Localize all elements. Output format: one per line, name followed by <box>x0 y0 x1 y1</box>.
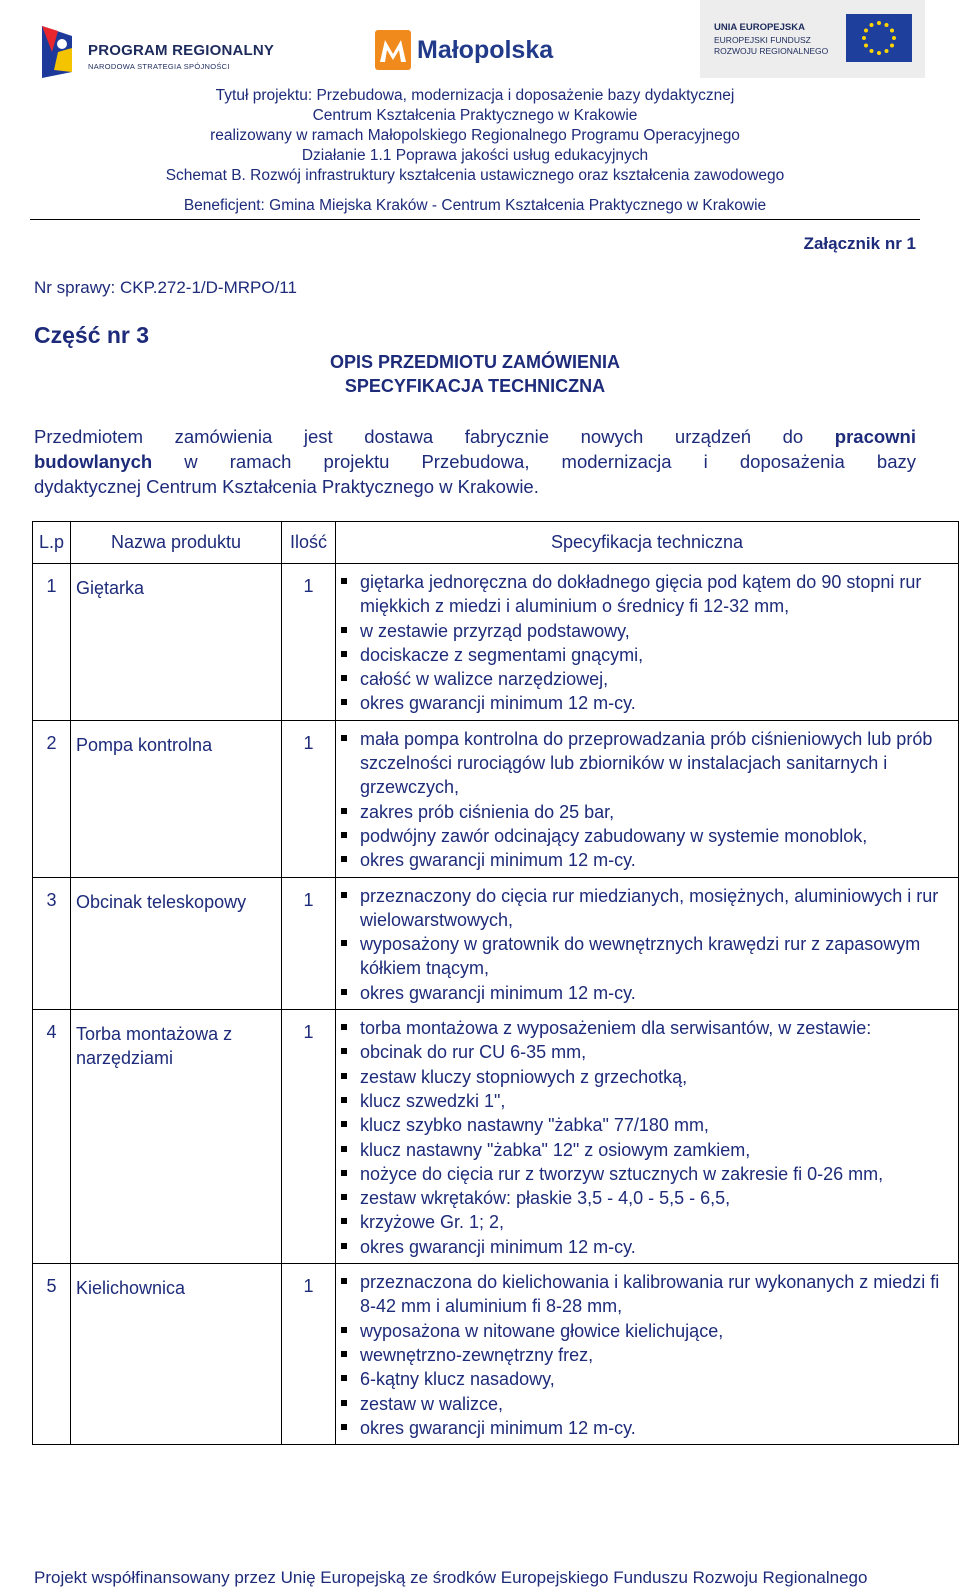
intro-text-1: Przedmiotem zamówienia jest dostawa fabrycznie nowych urządzeń do <box>34 426 835 447</box>
col-qty-header: Ilość <box>282 522 336 564</box>
header-line-3: realizowany w ramach Małopolskiego Regionalnego Programu Operacyjnego <box>210 127 740 144</box>
program-regionalny-subtitle: NARODOWA STRATEGIA SPÓJNOŚCI <box>88 62 230 71</box>
intro-line-2 <box>34 449 916 474</box>
spec-item: wyposażony w gratownik do wewnętrznych krawędzi rur z zapasowym kółkiem tnącym, <box>336 932 956 981</box>
program-regionalny-logo <box>38 22 278 82</box>
spec-item: przeznaczona do kielichowania i kalibrowania rur wykonanych z miedzi fi 8-42 mm i aluminium fi 8-28 mm, <box>336 1270 956 1319</box>
col-lp-header: L.p <box>33 522 71 564</box>
table-row <box>33 877 959 1009</box>
spec-item: obcinak do rur CU 6-35 mm, <box>336 1040 956 1064</box>
spec-item: całość w walizce narzędziowej, <box>336 667 956 691</box>
spec-item: w zestawie przyrząd podstawowy, <box>336 619 956 643</box>
spec-item: przeznaczony do cięcia rur miedzianych, mosiężnych, aluminiowych i rur wielowarstwowych, <box>336 884 956 933</box>
row-product-name: Obcinak teleskopowy <box>71 877 282 1009</box>
row-specification <box>336 720 959 877</box>
spec-item: okres gwarancji minimum 12 m-cy. <box>336 1235 956 1259</box>
footer: Projekt współfinansowany przez Unię Europejską ze środków Europejskiego Funduszu Rozwoju Regionalnego <box>34 1568 868 1587</box>
case-number: Nr sprawy: CKP.272-1/D-MRPO/11 <box>34 278 297 297</box>
table-row <box>33 564 959 721</box>
spec-list <box>336 727 956 873</box>
eu-line-3: ROZWOJU REGIONALNEGO <box>714 46 829 56</box>
eu-line-1: UNIA EUROPEJSKA <box>714 22 805 33</box>
specification-table <box>32 521 959 1445</box>
spec-item: okres gwarancji minimum 12 m-cy. <box>336 691 956 715</box>
row-product-name: Torba montażowa z narzędziami <box>71 1010 282 1264</box>
spec-list <box>336 570 956 716</box>
row-quantity: 1 <box>282 720 336 877</box>
program-regionalny-mark-icon <box>38 22 78 80</box>
header-divider <box>30 219 920 220</box>
spec-item: klucz szwedzki 1", <box>336 1089 956 1113</box>
malopolska-name: Małopolska <box>417 36 554 64</box>
row-specification <box>336 1010 959 1264</box>
row-specification <box>336 564 959 721</box>
spec-item: giętarka jednoręczna do dokładnego gięcia pod kątem do 90 stopni rur miękkich z miedzi i aluminium o średnicy fi 12-32 mm, <box>336 570 956 619</box>
malopolska-mark-icon <box>375 30 411 70</box>
zalacznik-label: Załącznik nr 1 <box>803 234 916 253</box>
spec-item: zakres prób ciśnienia do 25 bar, <box>336 800 956 824</box>
malopolska-logo <box>375 30 575 74</box>
intro-line-3: dydaktycznej Centrum Kształcenia Praktycznego w Krakowie. <box>34 476 539 497</box>
row-quantity: 1 <box>282 564 336 721</box>
spec-item: klucz nastawny "żabka" 12" z osiowym zamkiem, <box>336 1138 956 1162</box>
spec-item: zestaw kluczy stopniowych z grzechotką, <box>336 1065 956 1089</box>
spec-item: klucz szybko nastawny "żabka" 77/180 mm, <box>336 1113 956 1137</box>
program-regionalny-title: PROGRAM REGIONALNY <box>88 42 275 59</box>
spec-item: zestaw wkrętaków: płaskie 3,5 - 4,0 - 5,5 - 6,5, <box>336 1186 956 1210</box>
row-specification <box>336 1264 959 1445</box>
eu-line-2: EUROPEJSKI FUNDUSZ <box>714 35 811 45</box>
spec-list <box>336 884 956 1005</box>
row-lp: 5 <box>33 1264 71 1445</box>
table-row <box>33 720 959 877</box>
row-product-name: Pompa kontrolna <box>71 720 282 877</box>
spec-item: 6-kątny klucz nasadowy, <box>336 1367 956 1391</box>
intro-bold-1: pracowni <box>834 426 916 447</box>
row-lp: 1 <box>33 564 71 721</box>
spec-item: krzyżowe Gr. 1; 2, <box>336 1210 956 1234</box>
row-quantity: 1 <box>282 1010 336 1264</box>
table-header-row <box>33 522 959 564</box>
spec-item: wyposażona w nitowane głowice kielichujące, <box>336 1319 956 1343</box>
header-line-5: Schemat B. Rozwój infrastruktury kształcenia ustawicznego oraz kształcenia zawodowego <box>165 167 785 184</box>
document-subtitle: SPECYFIKACJA TECHNICZNA <box>344 376 606 396</box>
spec-item: podwójny zawór odcinający zabudowany w systemie monoblok, <box>336 824 956 848</box>
spec-item: torba montażowa z wyposażeniem dla serwisantów, w zestawie: <box>336 1016 956 1040</box>
project-header <box>30 86 920 186</box>
col-name-header: Nazwa produktu <box>71 522 282 564</box>
spec-item: okres gwarancji minimum 12 m-cy. <box>336 1416 956 1440</box>
row-product-name: Kielichownica <box>71 1264 282 1445</box>
eu-flag-icon <box>846 14 912 62</box>
intro-text-2: w ramach projektu Przebudowa, modernizacja i doposażenia bazy <box>152 451 916 472</box>
intro-line-1 <box>34 424 916 449</box>
col-spec-header: Specyfikacja techniczna <box>336 522 959 564</box>
spec-item: nożyce do cięcia rur z tworzyw sztucznych w zakresie fi 0-26 mm, <box>336 1162 956 1186</box>
part-heading: Część nr 3 <box>34 322 150 348</box>
row-quantity: 1 <box>282 877 336 1009</box>
spec-item: okres gwarancji minimum 12 m-cy. <box>336 981 956 1005</box>
document-title: OPIS PRZEDMIOTU ZAMÓWIENIA <box>330 352 620 372</box>
row-lp: 4 <box>33 1010 71 1264</box>
spec-item: wewnętrzno-zewnętrzny frez, <box>336 1343 956 1367</box>
intro-paragraph <box>34 424 916 499</box>
row-lp: 2 <box>33 720 71 877</box>
row-lp: 3 <box>33 877 71 1009</box>
spec-list <box>336 1270 956 1440</box>
header-line-1: Tytuł projektu: Przebudowa, modernizacja i doposażenie bazy dydaktycznej <box>215 87 735 104</box>
beneficjent: Beneficjent: Gmina Miejska Kraków - Centrum Kształcenia Praktycznego w Krakowie <box>183 197 767 214</box>
spec-item: mała pompa kontrolna do przeprowadzania prób ciśnieniowych lub prób szczelności rurociągów lub zbiorników w instalacjach sanitarnych i grzewczych, <box>336 727 956 800</box>
header-line-2: Centrum Kształcenia Praktycznego w Krakowie <box>312 107 638 124</box>
row-product-name: Giętarka <box>71 564 282 721</box>
spec-list <box>336 1016 956 1259</box>
spec-item: okres gwarancji minimum 12 m-cy. <box>336 848 956 872</box>
spec-item: dociskacze z segmentami gnącymi, <box>336 643 956 667</box>
table-row <box>33 1264 959 1445</box>
spec-item: zestaw w walizce, <box>336 1392 956 1416</box>
table-row <box>33 1010 959 1264</box>
row-quantity: 1 <box>282 1264 336 1445</box>
header-line-4: Działanie 1.1 Poprawa jakości usług edukacyjnych <box>301 147 649 164</box>
row-specification <box>336 877 959 1009</box>
intro-bold-2: budowlanych <box>34 451 153 472</box>
eu-logo <box>700 0 925 78</box>
